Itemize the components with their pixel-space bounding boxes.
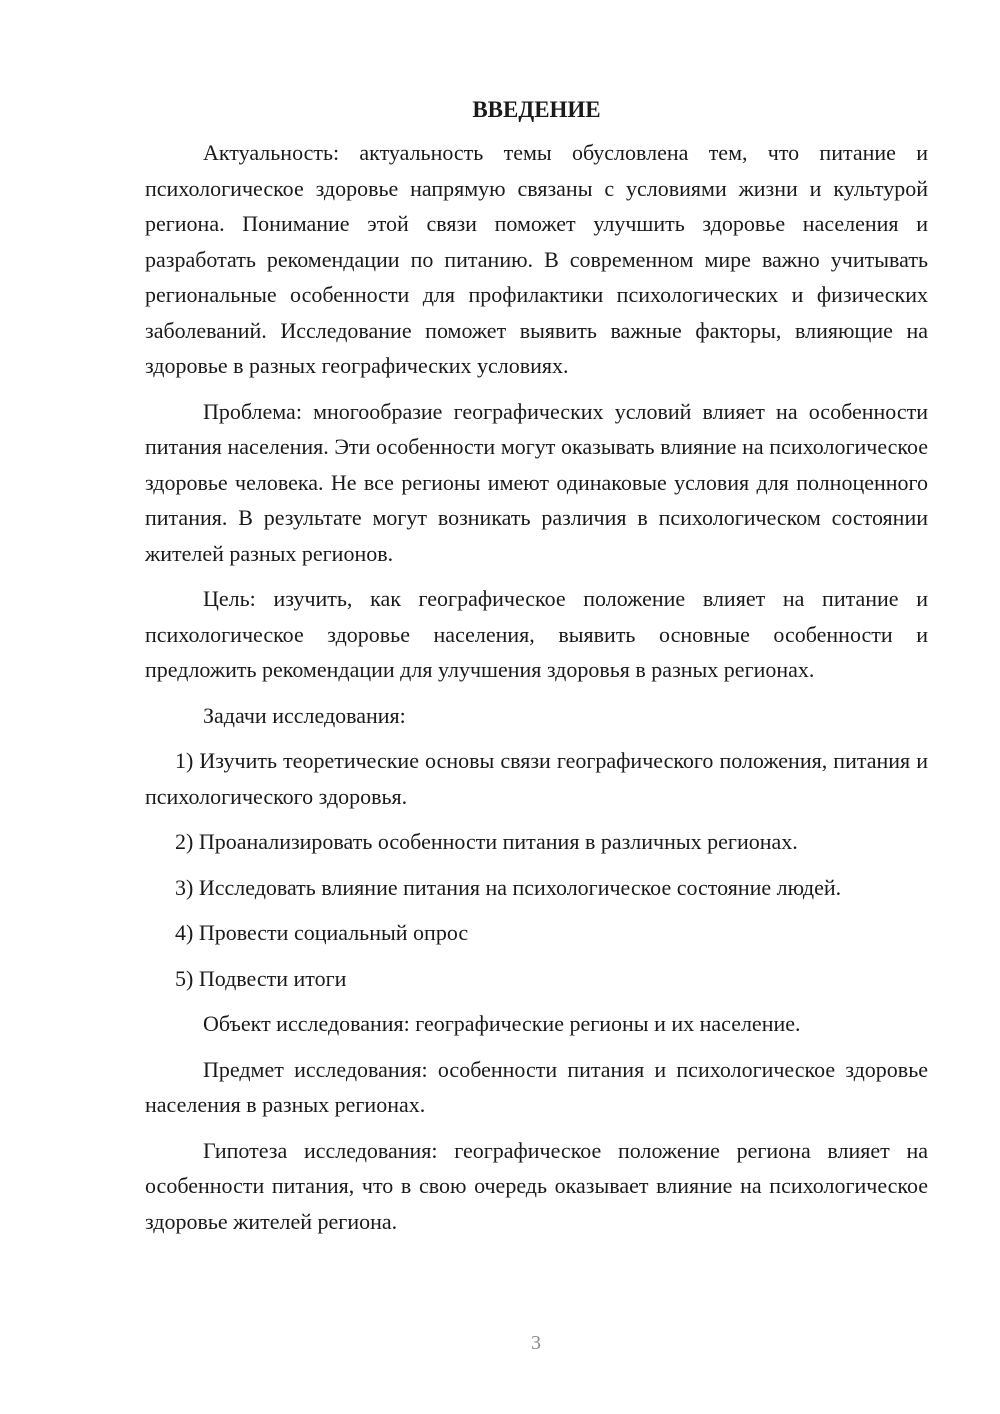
- task-item-5: 5) Подвести итоги: [175, 965, 347, 991]
- page-title: ВВЕДЕНИЕ: [472, 97, 601, 122]
- page-content: [145, 92, 928, 1239]
- page-number: [0, 1332, 1000, 1355]
- task-item-2: 2) Проанализировать особенности питания в различных регионах.: [175, 829, 798, 854]
- relevance-paragraph: Актуальность: актуальность темы обусловлена тем, что питание и психологическое здоровье напрямую связаны с условиями жизни и культурой региона. Понимание этой связи поможет улучшить здоровье населения и разработать рекомендации по питанию. В современном мире важно учитывать региональные особенности для профилактики психологических и физических заболеваний. Исследование поможет выявить важные факторы, влияющие на здоровье в разных географических условиях.: [145, 140, 928, 378]
- page-number-text: 3: [531, 1332, 541, 1354]
- subject-paragraph: Предмет исследования: особенности питания и психологическое здоровье населения в разных регионах.: [145, 1056, 928, 1117]
- task-item-4: 4) Провести социальный опрос: [175, 920, 469, 945]
- task-item-3: 3) Исследовать влияние питания на психологическое состояние людей.: [175, 874, 842, 900]
- goal-paragraph: Цель: изучить, как географическое положение влияет на питание и психологическое здоровье населения, выявить основные особенности и предложить рекомендации для улучшения здоровья в разных регионах.: [145, 586, 928, 682]
- problem-paragraph: Проблема: многообразие географических условий влияет на особенности питания населения. Эти особенности могут оказывать влияние на психологическое здоровье человека. Не все регионы имеют одинаковые условия для полноценного питания. В результате могут возникать различия в психологическом состоянии жителей разных регионов.: [145, 398, 928, 566]
- hypothesis-paragraph: Гипотеза исследования: географическое положение региона влияет на особенности питания, что в свою очередь оказывает влияние на психологическое здоровье жителей региона.: [145, 1137, 928, 1234]
- object-paragraph: Объект исследования: географические регионы и их население.: [203, 1011, 801, 1036]
- tasks-heading: Задачи исследования:: [203, 702, 406, 728]
- task-item-1: 1) Изучить теоретические основы связи географического положения, питания и психологического здоровья.: [145, 748, 928, 809]
